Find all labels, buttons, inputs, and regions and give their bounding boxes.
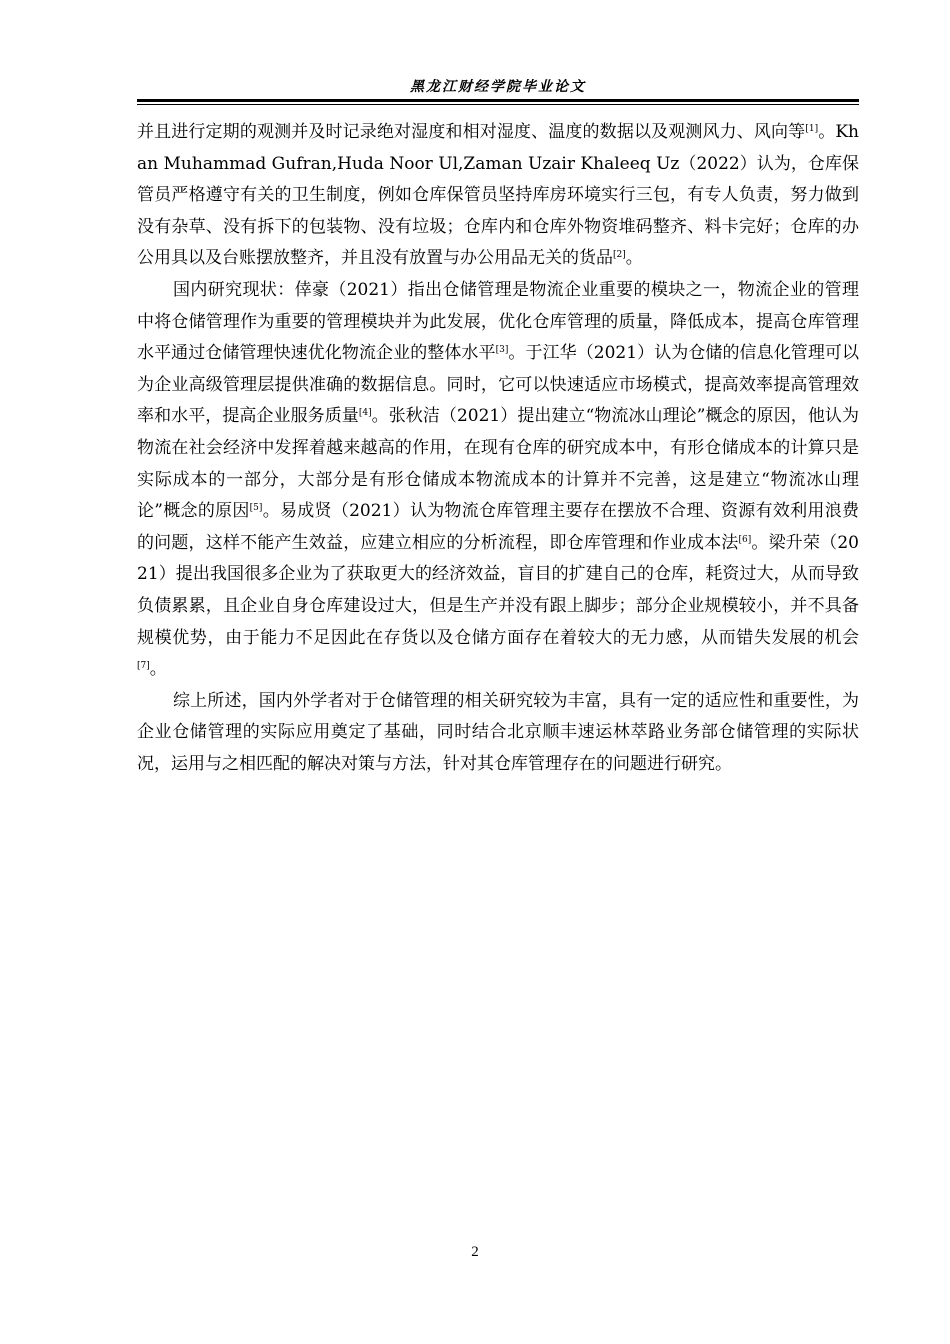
document-body [137, 117, 859, 780]
paragraph [137, 686, 859, 781]
citation-marker: [2] [613, 250, 626, 261]
citation-marker: [1] [805, 124, 819, 134]
paragraph-text: 综上所述，国内外学者对于仓储管理的相关研究较为丰富，具有一定的适应性和重要性，为企业仓储管理的实际应用奠定了基础，同时结合北京顺丰速运林萃路业务部仓储管理的实际状况，运用与之相匹配的解决对策与方法，针对其仓库管理存在的问题进行研究。 [137, 690, 859, 774]
paragraph-text: 。于江华（2021）认为仓储的信息化管理可以为企业高级管理层提供准确的数据信息。同时，它可以快速适应市场模式，提高效率提高管理效率和水平，提高企业服务质量 [137, 343, 860, 427]
paragraph-text: 国内研究现状：倖豪（2021）指出仓储管理是物流企业重要的模块之一，物流企业的管理中将仓储管理作为重要的管理模块并为此发展，优化仓库管理的质量，降低成本，提高仓库管理水平通过仓储管理快速优化物流企业的整体水平 [137, 279, 859, 364]
paragraph-text: 。梁升荣（2021）提出我国很多企业为了获取更大的经济效益，盲目的扩建自己的仓库，耗资过大，从而导致负债累累，且企业自身仓库建设过大，但是生产并没有跟上脚步；部分企业规模较小，并不具备规模优势，由于能力不足因此在存货以及仓储方面存在着较大的无力感，从而错失发展的机会 [137, 532, 859, 648]
document-header-title: 黑龙江财经学院毕业论文 [410, 79, 586, 95]
paragraph-text: 。 [149, 659, 167, 680]
citation-marker: [4] [358, 408, 372, 419]
paragraph-text: 并且进行定期的观测并及时记录绝对湿度和相对湿度、温度的数据以及观测风力、风向等 [137, 122, 806, 142]
page-number: 2 [471, 1244, 479, 1260]
header-rule-thick [137, 99, 859, 102]
citation-marker: [6] [738, 534, 752, 545]
citation-marker: [3] [495, 345, 509, 356]
paragraph [137, 275, 859, 686]
paragraph-text: 。Khan Muhammad Gufran,Huda Noor Ul,Zaman Uzair Khaleeq Uz（2022）认为，仓库保管员严格遵守有关的卫生制度，例如仓库保管员坚持库房环境实行三包，有专人负责，努力做到没有杂草、没有拆下的包装物、没有垃圾；仓库内和仓库外物资堆码整齐、料卡完好；仓库的办公用具以及台账摆放整齐，并且没有放置与办公用品无关的货品 [137, 122, 860, 269]
paragraph [137, 117, 859, 275]
citation-marker: [7] [137, 661, 150, 672]
header-rule-thin [137, 104, 859, 105]
citation-marker: [5] [249, 503, 263, 514]
paragraph-text: 。张秋洁（2021）提出建立“物流冰山理论”概念的原因，他认为物流在社会经济中发挥着越来越高的作用，在现有仓库的研究成本中，有形仓储成本的计算只是实际成本的一部分，大部分是有形仓储成本物流成本的计算并不完善，这是建立“物流冰山理论”概念的原因 [137, 406, 859, 522]
paragraph-text: 。易成贤（2021）认为物流仓库管理主要存在摆放不合理、资源有效利用浪费的问题，这样不能产生效益，应建立相应的分析流程，即仓库管理和作业成本法 [137, 501, 859, 553]
paragraph-text: 。 [625, 248, 643, 269]
